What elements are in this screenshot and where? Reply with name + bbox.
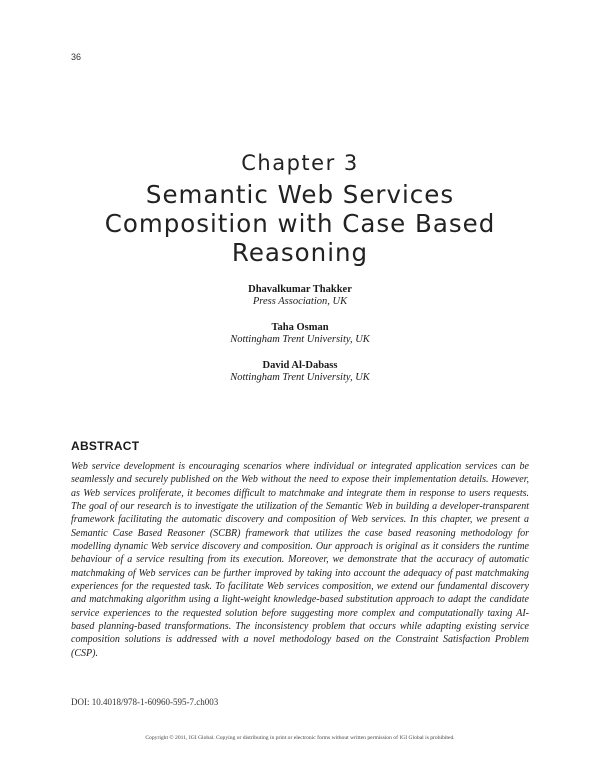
author-name: Taha Osman xyxy=(271,322,329,333)
copyright-notice: Copyright © 2011, IGI Global. Copying or distributing in print or electronic forms without written permission of IGI Global is prohibited. xyxy=(145,735,455,741)
author-name: David Al-Dabass xyxy=(262,360,338,371)
page-number: 36 xyxy=(71,52,82,62)
author-entry xyxy=(0,284,600,308)
author-name: Dhavalkumar Thakker xyxy=(248,284,352,295)
chapter-title: Semantic Web Services Composition with Case Based Reasoning xyxy=(104,180,496,267)
author-entry xyxy=(0,360,600,384)
abstract-body: Web service development is encouraging scenarios where individual or integrated application services can be seamlessly and securely published on the Web without the need to expose their implementation details. However, as Web services proliferate, it becomes difficult to matchmake and integrate them in response to users requests. The goal of our research is to investigate the utilization of the Semantic Web in building a developer-transparent framework facilitating the automatic discovery and composition of Web services. In this chapter, we present a Semantic Case Based Reasoner (SCBR) framework that utilizes the case based reasoning methodology for modelling dynamic Web service discovery and composition. Our approach is original as it considers the runtime behaviour of a service resulting from its execution. Moreover, we demonstrate that the accuracy of automatic matchmaking of Web services can be further improved by taking into account the adequacy of past matchmaking experiences for the requested task. To facilitate Web services composition, we extend our fundamental discovery and matchmaking algorithm using a light-weight knowledge-based substitution approach to adapt the candidate service experiences to the requested solution before suggesting more complex and computationally taxing AI-based planning-based transformations. The inconsistency problem that occurs while adapting existing service composition solutions is addressed with a novel methodology based on the Constraint Satisfaction Problem (CSP). xyxy=(71,461,529,659)
author-affiliation: Press Association, UK xyxy=(252,296,348,307)
chapter-label: Chapter 3 xyxy=(241,151,359,175)
author-entry xyxy=(0,322,600,346)
author-affiliation: Nottingham Trent University, UK xyxy=(230,372,370,383)
doi-line: DOI: 10.4018/978-1-60960-595-7.ch003 xyxy=(71,697,219,707)
abstract-heading: ABSTRACT xyxy=(71,439,140,453)
author-list xyxy=(0,284,600,398)
author-affiliation: Nottingham Trent University, UK xyxy=(230,334,370,345)
